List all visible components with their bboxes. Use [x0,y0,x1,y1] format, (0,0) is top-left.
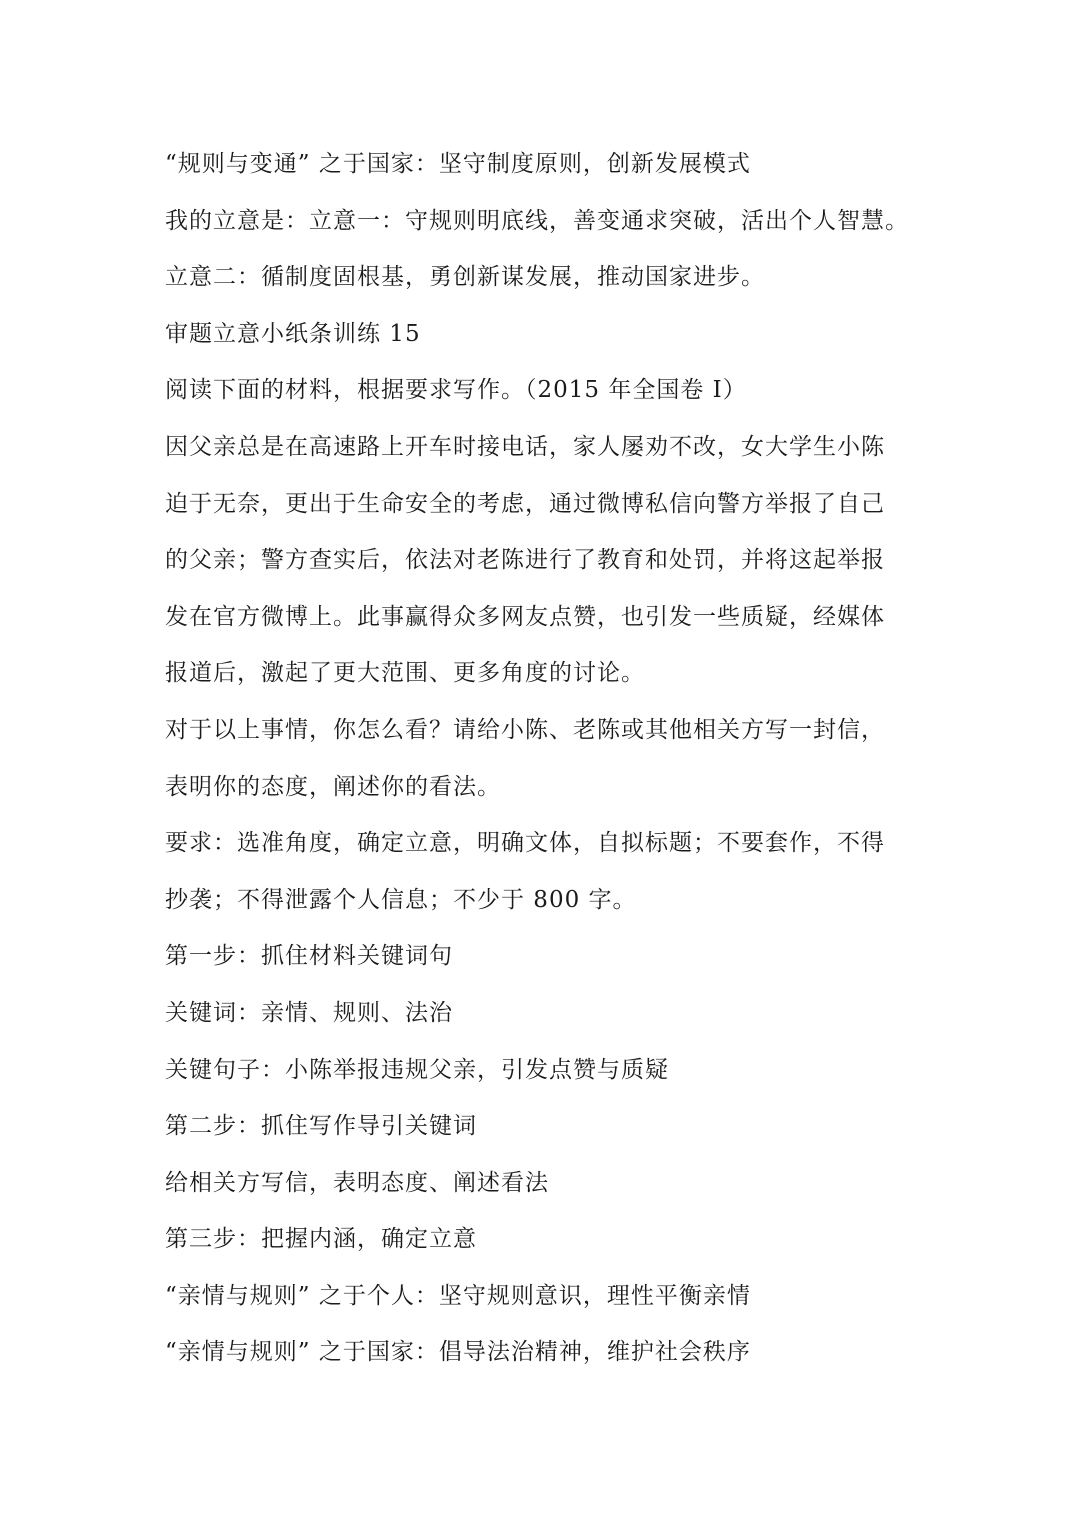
text-line: 因父亲总是在高速路上开车时接电话，家人屡劝不改，女大学生小陈 [165,433,885,460]
text-line: 抄袭；不得泄露个人信息；不少于 800 字。 [165,886,637,913]
text-line: 表明你的态度，阐述你的看法。 [165,773,501,800]
text-line: 发在官方微博上。此事赢得众多网友点赞，也引发一些质疑，经媒体 [165,603,885,630]
text-line: “亲情与规则” 之于国家：倡导法治精神，维护社会秩序 [165,1339,751,1366]
step-heading: 第三步：把握内涵，确定立意 [165,1226,477,1253]
document-body [165,136,925,1381]
text-line: 的父亲；警方查实后，依法对老陈进行了教育和处罚，并将这起举报 [165,547,885,574]
text-line: “亲情与规则” 之于个人：坚守规则意识，理性平衡亲情 [165,1282,751,1309]
text-line: 给相关方写信，表明态度、阐述看法 [165,1169,549,1196]
text-line: 要求：选准角度，确定立意，明确文体，自拟标题；不要套作，不得 [165,830,885,857]
text-line: 报道后，激起了更大范围、更多角度的讨论。 [165,660,645,687]
text-line: 关键句子：小陈举报违规父亲，引发点赞与质疑 [165,1056,669,1083]
text-line: 立意二：循制度固根基，勇创新谋发展，推动国家进步。 [165,264,765,291]
step-heading: 第一步：抓住材料关键词句 [165,943,453,970]
step-heading: 第二步：抓住写作导引关键词 [165,1113,477,1140]
text-line: 关键词：亲情、规则、法治 [165,999,453,1026]
text-line: 迫于无奈，更出于生命安全的考虑，通过微博私信向警方举报了自己 [165,490,885,517]
text-line: 对于以上事情，你怎么看？请给小陈、老陈或其他相关方写一封信， [165,716,885,743]
text-line: 阅读下面的材料，根据要求写作。（2015 年全国卷 Ⅰ） [165,377,747,404]
section-heading: 审题立意小纸条训练 15 [165,320,421,347]
text-line: 我的立意是：立意一：守规则明底线，善变通求突破，活出个人智慧。 [165,207,909,234]
text-line: “规则与变通” 之于国家：坚守制度原则，创新发展模式 [165,151,751,177]
